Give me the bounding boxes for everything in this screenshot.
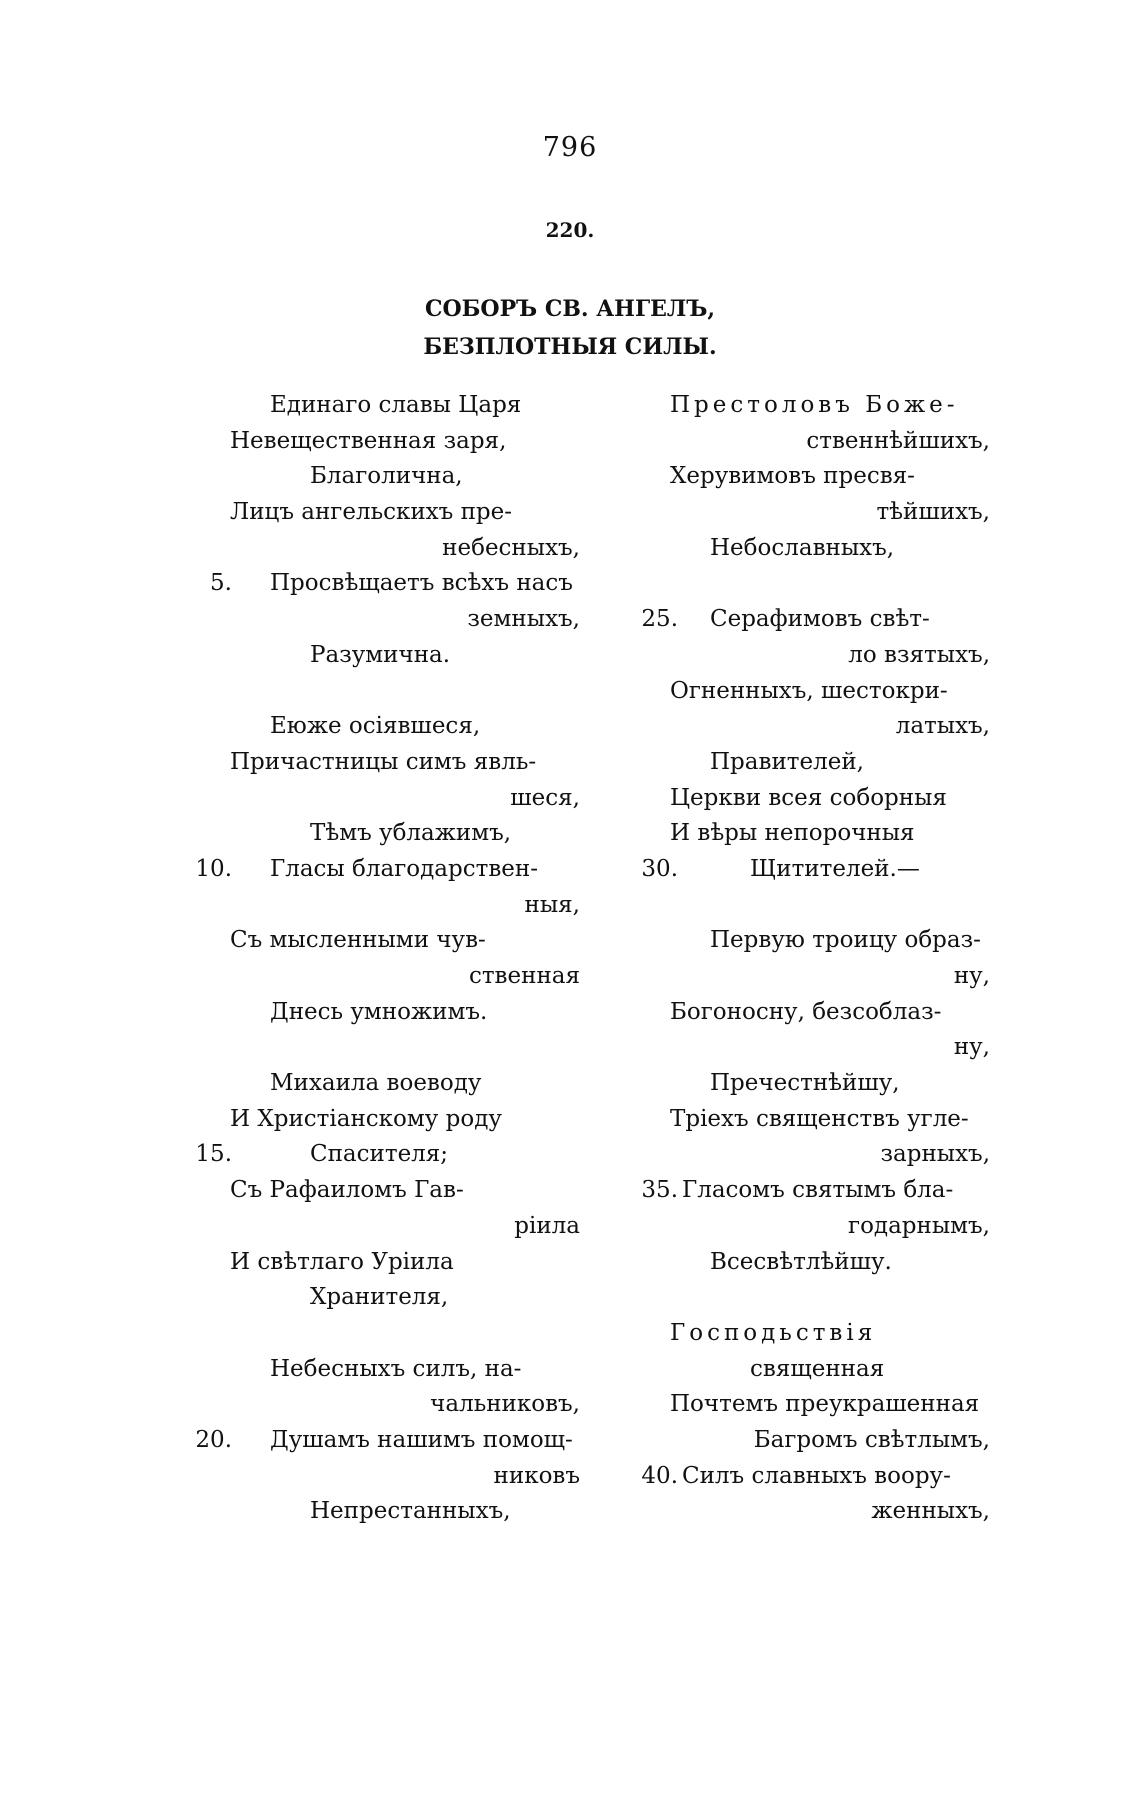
verse-line: годарнымъ, [848,1212,990,1239]
verse-line: 10. Гласы благодарствен- [190,852,600,888]
verse-line: Церкви всея соборныя [670,784,947,811]
verse-line: Непрестанныхъ, [310,1498,511,1525]
verse-line: 25. Серафимовъ свѣт- [630,602,1010,638]
verse-line: Багромъ свѣтлымъ, [753,1426,990,1453]
verse-line: рiила [514,1212,580,1239]
verse-line: Пречестнѣйшу, [710,1070,900,1097]
verse-line: Господьствiя [670,1319,877,1346]
verse-line: Лицъ ангельскихъ пре- [230,499,513,526]
verse-line: ныя, [524,891,580,918]
verse-line: Днесь умножимъ. [270,998,488,1025]
verse-line: Херувимовъ пресвя- [670,463,915,490]
stanza-break [190,674,600,710]
verse-line: И вѣры непорочныя [670,820,915,847]
verse-line: Всесвѣтлѣйшу. [710,1248,892,1275]
section-number: 220. [545,218,595,242]
verse-line: Первую троицу образ- [710,927,981,954]
verse-line: Благолична, [310,463,463,490]
verse-line: шеся, [510,784,580,811]
verse-line: Хранителя, [310,1284,449,1311]
verse-line: Невещественная заря, [230,427,507,454]
verse-line: Почтемъ преукрашенная [670,1391,980,1418]
verse-line: Съ Рафаиломъ Гав- [230,1177,464,1204]
verse-line: женныхъ, [871,1498,990,1525]
left-column [190,388,600,1530]
verse-line: 5. Просвѣщаетъ всѣхъ насъ [190,566,600,602]
verse-line: 20. Душамъ нашимъ помощ- [190,1423,600,1459]
verse-line: Причастницы симъ явль- [230,748,537,775]
verse-line: земныхъ, [467,606,580,633]
verse-line: ло взятыхъ, [848,641,990,668]
verse-line: Престоловъ Боже- [670,392,959,418]
verse-line: Трiехъ священствъ угле- [670,1105,969,1132]
stanza-break [630,888,1010,924]
line-number: 25. [641,606,678,633]
verse-line: Разумична. [310,641,451,668]
stanza-break [630,1280,1010,1316]
title-line-2: БЕЗПЛОТНЫЯ СИЛЫ. [423,334,717,360]
verse-line: Огненныхъ, шестокри- [670,677,948,704]
verse-line: 30. Щитителей.— [630,852,1010,888]
verse-line: Правителей, [710,748,864,775]
verse-line: никовъ [493,1462,580,1489]
verse-line: тѣйшихъ, [876,499,990,526]
stanza-break [190,1316,600,1352]
verse-line: Михаила воеводу [270,1070,482,1097]
verse-line: священная [750,1355,885,1382]
verse-line: небесныхъ, [442,534,580,561]
stanza-break [630,566,1010,602]
verse-line: Небесныхъ силъ, на- [270,1355,522,1382]
verse-line: ственнѣйшихъ, [806,427,990,454]
verse-line: Тѣмъ ублажимъ, [310,820,512,847]
verse-line: Небославныхъ, [710,534,895,561]
verse-line: Единаго славы Царя [270,392,522,418]
page-number: 796 [542,132,598,163]
verse-line: Съ мысленными чув- [230,927,486,954]
verse-line: 35. Гласомъ святымъ бла- [630,1173,1010,1209]
verse-line: чальниковъ, [430,1391,580,1418]
stanza-break [190,1030,600,1066]
verse-line: ну, [953,963,990,989]
line-number: 40. [641,1462,678,1489]
line-number: 20. [195,1426,232,1453]
line-number: 30. [641,855,678,882]
verse-line: И Христiанскому роду [230,1105,502,1132]
line-number: 10. [195,855,232,882]
line-number: 15. [195,1141,232,1168]
line-number: 5. [210,570,232,597]
verse-line: Богоносну, безсоблаз- [670,998,942,1025]
poem-title [0,290,1140,366]
verse-line: латыхъ, [895,713,990,740]
verse-line: 40. Силъ славныхъ воору- [630,1459,1010,1495]
verse-line: Еюже осiявшеся, [270,713,481,740]
verse-line: 15. Спасителя; [190,1137,600,1173]
verse-line: зарныхъ, [880,1141,990,1168]
title-line-1: СОБОРЪ СВ. АНГЕЛЪ, [424,296,716,322]
verse-line: ственная [468,963,580,989]
verse-line: ну, [953,1034,990,1061]
line-number: 35. [641,1177,678,1204]
verse-line: И свѣтлаго Урiила [230,1248,454,1275]
right-column [630,388,1010,1530]
